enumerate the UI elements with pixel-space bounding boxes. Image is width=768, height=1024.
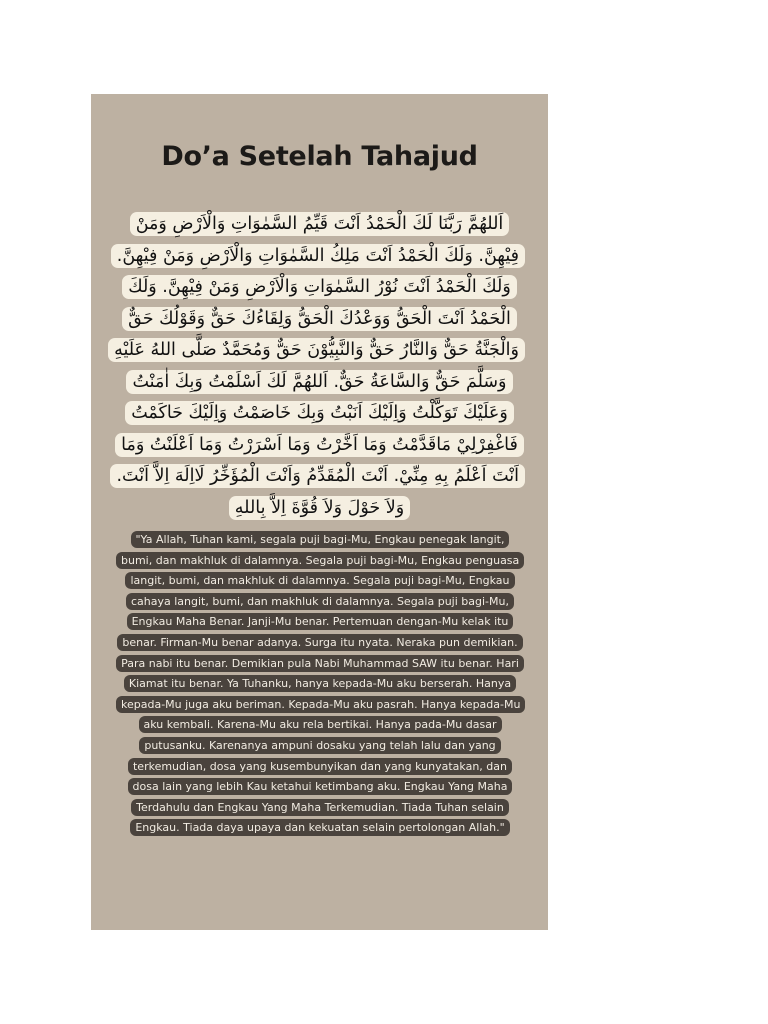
arabic-text-block xyxy=(114,209,525,524)
translation-text xyxy=(116,530,524,839)
arabic-prayer-text xyxy=(114,209,525,524)
translation-block xyxy=(116,530,524,839)
arabic-prayer-highlight: اَللهُمَّ رَبَّنَا لَكَ الْحَمْدُ اَنْتَ قَيِّمُ السَّمٰوَاتِ وَالْاَرْضِ وَمَنْ فِيْهِنَّ. وَلَكَ الْحَمْدُ اَنْتَ مَلِكُ السَّمٰوَاتِ وَالْاَرْضِ وَمَنْ فِيْهِنَّ. وَلَكَ الْحَمْدُ اَنْتَ نُوْرُ السَّمٰوَاتِ وَالْاَرْضِ وَمَنْ فِيْهِنَّ. وَلَكَ الْحَمْدُ اَنْتَ الْحَقُّ وَوَعْدُكَ الْحَقُّ وَلِقَاءُكَ حَقٌّ وَقَوْلُكَ حَقٌّ وَالْجَنَّةُ حَقٌّ وَالنَّارُ حَقٌّ وَالنَّبِيُّوْنَ حَقٌّ وَمُحَمَّدٌ صَلَّى اللهُ عَلَيْهِ وَسَلَّمَ حَقٌّ وَالسَّاعَةُ حَقٌّ. اَللهُمَّ لَكَ اَسْلَمْتُ وَبِكَ اٰمَنْتُ وَعَلَيْكَ تَوَكَّلْتُ وَاِلَيْكَ اَنَبْتُ وَبِكَ خَاصَمْتُ وَاِلَيْكَ حَاكَمْتُ فَاغْفِرْلِيْ مَاقَدَّمْتُ وَمَا اَخَّرْتُ وَمَا اَسْرَرْتُ وَمَا اَعْلَنْتُ وَمَا اَنْتَ اَعْلَمُ بِهِ مِنِّيْ. اَنْتَ الْمُقَدِّمُ وَاَنْتَ الْمُؤَخِّرُ لَااِلَهَ اِلاَّ اَنْتَ. وَلاَ حَوْلَ وَلاَ قُوَّةَ اِلاَّ بِاللهِ xyxy=(108,212,525,520)
doa-poster xyxy=(91,94,548,930)
poster-title: Do’a Setelah Tahajud xyxy=(161,141,478,172)
translation-highlight: "Ya Allah, Tuhan kami, segala puji bagi-Mu, Engkau penegak langit, bumi, dan makhluk di dalamnya. Segala puji bagi-Mu, Engkau penguasa langit, bumi, dan makhluk di dalamnya. Segala puji bagi-Mu, Engkau cahaya langit, bumi, dan makhluk di dalamnya. Segala puji bagi-Mu, Engkau Maha Benar. Janji-Mu benar. Pertemuan dengan-Mu kelak itu benar. Firman-Mu benar adanya. Surga itu nyata. Neraka pun demikian. Para nabi itu benar. Demikian pula Nabi Muhammad SAW itu benar. Hari Kiamat itu benar. Ya Tuhanku, hanya kepada-Mu aku berserah. Hanya kepada-Mu juga aku beriman. Kepada-Mu aku pasrah. Hanya kepada-Mu aku kembali. Karena-Mu aku rela bertikai. Hanya pada-Mu dasar putusanku. Karenanya ampuni dosaku yang telah lalu dan yang terkemudian, dosa yang kusembunyikan dan yang kunyatakan, dan dosa lain yang lebih Kau ketahui ketimbang aku. Engkau Yang Maha Terdahulu dan Engkau Yang Maha Terkemudian. Tiada Tuhan selain Engkau. Tiada daya upaya dan kekuatan selain pertolongan Allah." xyxy=(116,531,525,836)
